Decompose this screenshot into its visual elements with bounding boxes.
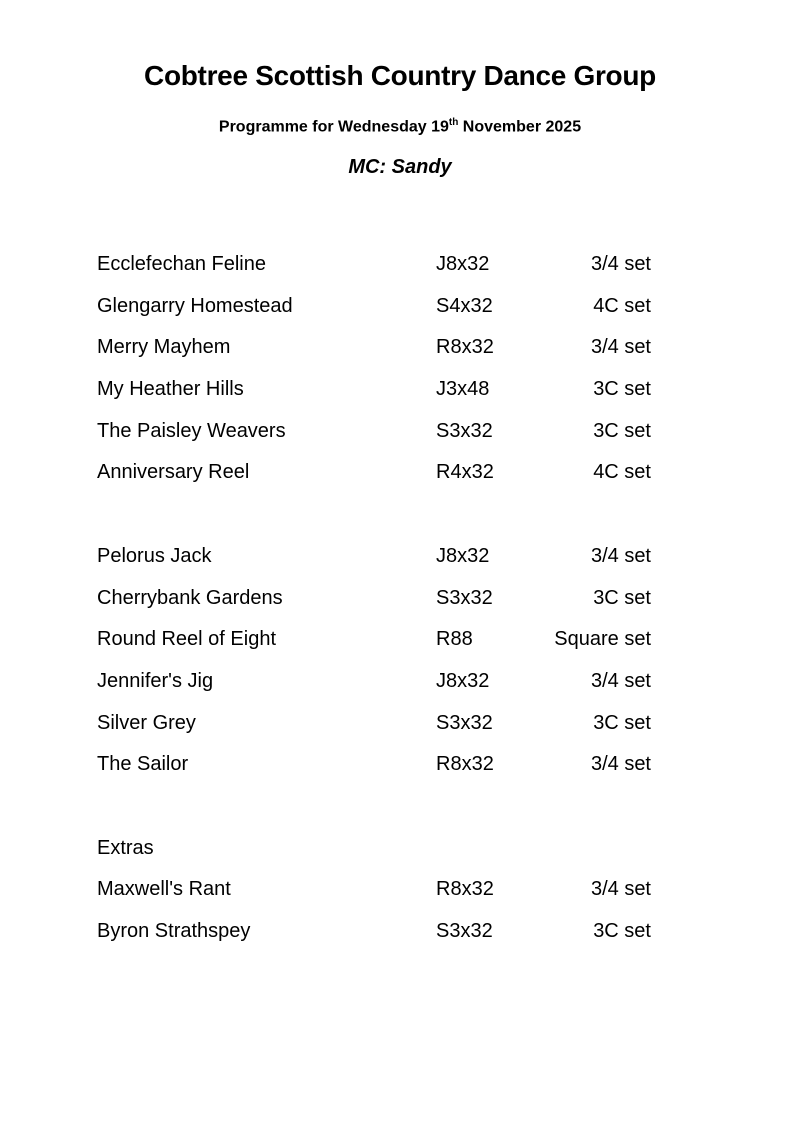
dance-set: 3/4 set [590,253,651,275]
dance-set: 3C set [593,711,651,734]
dance-name: The Sailor [97,753,189,776]
dance-row [0,545,800,587]
page-title: Cobtree Scottish Country Dance Group [144,60,656,91]
dance-code: S4x32 [436,294,493,317]
dance-code: R8x32 [436,336,494,359]
date-text: Programme for Wednesday 19 [218,118,449,136]
dance-row [0,295,800,337]
dance-name: Silver Grey [97,711,196,734]
dance-code: R4x32 [436,461,494,484]
dance-name: Pelorus Jack [97,544,212,567]
dance-row [0,795,800,837]
dance-code: J3x48 [436,378,490,401]
dance-row [0,670,800,712]
dance-set: 3C set [593,586,651,609]
dance-name: My Heather Hills [97,378,244,401]
dance-row [0,878,800,920]
dance-code: S3x32 [436,920,493,942]
dance-code: S3x32 [436,586,493,609]
dance-name: Byron Strathspey [97,920,251,942]
dance-code: S3x32 [436,711,493,734]
dance-code: J8x32 [436,669,490,692]
date-suffix: th [448,117,459,128]
programme-date [0,117,800,136]
dance-set: 3/4 set [590,669,651,692]
dance-name: Anniversary Reel [97,461,250,484]
dance-row [0,378,800,420]
dance-set: 3C set [593,419,651,442]
dance-name: Round Reel of Eight [97,628,277,651]
dance-name: Glengarry Homestead [97,294,293,317]
dance-code: S3x32 [436,419,493,442]
dance-code: J8x32 [436,544,490,567]
dance-name: Maxwell's Rant [97,878,231,901]
dance-set: Square set [554,628,651,651]
dance-code: R88 [436,628,473,651]
dance-row [0,920,800,962]
dance-row [0,753,800,795]
dance-row [0,628,800,670]
dance-set: 3/4 set [590,544,651,567]
dance-name: Ecclefechan Feline [97,253,266,275]
dance-code: R8x32 [436,878,494,901]
dance-name: Extras [97,836,154,859]
dance-code: R8x32 [436,753,494,776]
mc-name: MC: Sandy [348,156,452,178]
dance-row [0,712,800,754]
dance-name: Cherrybank Gardens [97,586,283,609]
dance-row [0,587,800,629]
dance-code: J8x32 [436,253,490,275]
dance-name: Jennifer's Jig [97,669,214,692]
dance-set: 3C set [593,378,651,401]
dance-name: Merry Mayhem [97,336,231,359]
date-month-year: November 2025 [458,118,582,136]
dance-set: 3/4 set [590,336,651,359]
dance-row [0,253,800,295]
dance-name: The Paisley Weavers [97,419,286,442]
dance-row [0,503,800,545]
dance-set: 3/4 set [590,878,651,901]
dance-set: 3C set [593,920,651,942]
dance-list [0,253,800,962]
dance-set: 4C set [593,294,651,317]
dance-row [0,420,800,462]
section-heading-extras [0,837,800,879]
dance-row [0,461,800,503]
dance-row [0,336,800,378]
dance-set: 3/4 set [590,753,651,776]
dance-set: 4C set [593,461,651,484]
